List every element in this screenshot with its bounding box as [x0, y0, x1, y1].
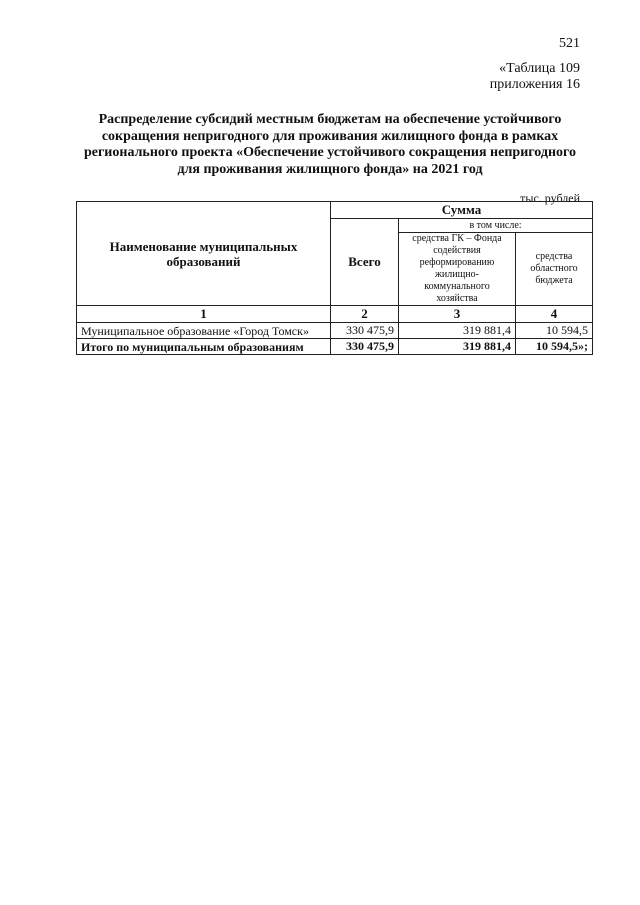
- header-regional: средства областного бюджета: [516, 233, 593, 306]
- header-including: в том числе:: [399, 219, 593, 233]
- municipality-name: Муниципальное образование «Город Томск»: [77, 323, 331, 339]
- title-line-1: Распределение субсидий местным бюджетам на обеспечение устойчивого: [98, 112, 562, 127]
- grand-total-value: 330 475,9: [331, 339, 399, 355]
- document-title: [80, 112, 580, 178]
- regional-value: 10 594,5: [516, 323, 593, 339]
- table-row: [77, 323, 593, 339]
- fund-value: 319 881,4: [399, 323, 516, 339]
- grand-regional-value: 10 594,5»;: [516, 339, 593, 355]
- total-row: [77, 339, 593, 355]
- subsidy-table: [76, 201, 593, 355]
- header-total: Всего: [331, 219, 399, 306]
- header-fund: средства ГК – Фонда содействия реформированию жилищно-коммунального хозяйства: [399, 233, 516, 306]
- column-number: 1: [77, 306, 331, 323]
- total-label: Итого по муниципальным образованиям: [77, 339, 331, 355]
- table-ref-line-2: приложения 16: [489, 77, 580, 92]
- table-ref-line-1: «Таблица 109: [499, 61, 580, 76]
- page-number: 521: [559, 36, 580, 51]
- table-reference: [490, 61, 580, 93]
- title-line-4: для проживания жилищного фонда» на 2021 год: [177, 161, 483, 177]
- title-line-3: регионального проекта «Обеспечение устойчивого сокращения непригодного: [83, 145, 577, 160]
- column-number: 2: [331, 306, 399, 323]
- header-municipality: Наименование муниципальных образований: [77, 202, 331, 306]
- column-number: 4: [516, 306, 593, 323]
- header-sum: Сумма: [331, 202, 593, 219]
- column-number: 3: [399, 306, 516, 323]
- grand-fund-value: 319 881,4: [399, 339, 516, 355]
- title-line-2: сокращения непригодного для проживания жилищного фонда в рамках: [101, 128, 559, 144]
- column-numbers-row: [77, 306, 593, 323]
- units-label: тыс. рублей: [520, 191, 580, 205]
- total-value: 330 475,9: [331, 323, 399, 339]
